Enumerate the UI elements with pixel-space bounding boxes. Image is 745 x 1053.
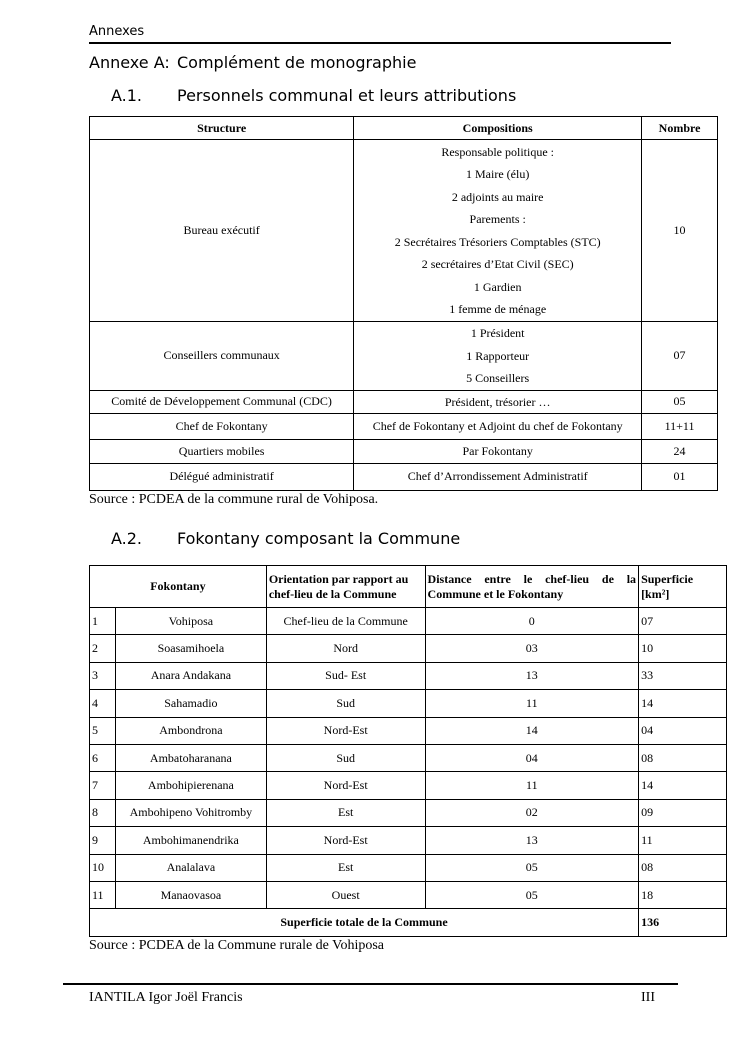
col-header-fokontany: Fokontany <box>90 566 267 608</box>
section1-heading <box>111 86 516 105</box>
composition-line: Chef d’Arrondissement Administratif <box>407 469 588 484</box>
row-number-cell: 5 <box>90 717 116 744</box>
superficie-cell: 09 <box>639 799 727 826</box>
superficie-cell: 04 <box>639 717 727 744</box>
row-number-cell: 6 <box>90 744 116 771</box>
superficie-cell: 07 <box>639 608 727 635</box>
composition-line: 2 secrétaires d’Etat Civil (SEC) <box>421 257 574 271</box>
annex-label: Annexe A: <box>89 53 170 72</box>
fokontany-name-cell: Soasamihoela <box>115 635 266 662</box>
col-header-compositions: Compositions <box>354 117 642 140</box>
col-header-superficie: Superficie [km²] <box>639 566 727 608</box>
row-number-cell: 4 <box>90 690 116 717</box>
distance-cell: 04 <box>425 744 639 771</box>
fokontany-name-cell: Sahamadio <box>115 690 266 717</box>
orientation-cell: Sud <box>266 690 425 717</box>
fokontany-name-cell: Ambondrona <box>115 717 266 744</box>
row-number-cell: 10 <box>90 854 116 881</box>
fokontany-row <box>90 827 727 854</box>
fokontany-table <box>89 565 727 937</box>
compositions-cell <box>354 322 642 391</box>
composition-line: Responsable politique : <box>441 144 554 159</box>
total-label: Superficie totale de la Commune <box>90 909 639 936</box>
row-number-cell: 1 <box>90 608 116 635</box>
distance-cell: 05 <box>425 881 639 908</box>
row-number-cell: 2 <box>90 635 116 662</box>
annex-title: Complément de monographie <box>177 53 417 72</box>
col-header-distance: Distance entre le chef-lieu de la Commune et le Fokontany <box>425 566 639 608</box>
superficie-cell: 33 <box>639 662 727 689</box>
superficie-cell: 11 <box>639 827 727 854</box>
distance-cell: 03 <box>425 635 639 662</box>
total-value: 136 <box>639 909 727 936</box>
fokontany-name-cell: Ambohipierenana <box>115 772 266 799</box>
composition-line: Président, trésorier … <box>444 394 551 409</box>
fokontany-row <box>90 690 727 717</box>
distance-cell: 14 <box>425 717 639 744</box>
fokontany-name-cell: Manaovasoa <box>115 881 266 908</box>
fokontany-name-cell: Analalava <box>115 854 266 881</box>
fokontany-row <box>90 799 727 826</box>
section1-number: A.1. <box>111 86 143 105</box>
nombre-cell: 01 <box>642 463 718 490</box>
structure-cell: Comité de Développement Communal (CDC) <box>90 390 354 414</box>
composition-line: Par Fokontany <box>462 444 533 458</box>
fokontany-row <box>90 662 727 689</box>
structure-cell: Délégué administratif <box>90 463 354 490</box>
composition-line: Parements : <box>469 212 526 226</box>
structure-cell: Bureau exécutif <box>90 140 354 322</box>
distance-cell: 13 <box>425 662 639 689</box>
compositions-cell <box>354 140 642 322</box>
superficie-cell: 14 <box>639 772 727 799</box>
composition-line: 1 femme de ménage <box>449 302 547 316</box>
personnel-row <box>90 463 718 490</box>
orientation-cell: Est <box>266 854 425 881</box>
source-note-1: Source : PCDEA de la commune rural de Vohiposa. <box>89 492 379 507</box>
superficie-cell: 08 <box>639 744 727 771</box>
section2-number: A.2. <box>111 529 143 548</box>
col-header-orientation: Orientation par rapport au chef-lieu de la Commune <box>266 566 425 608</box>
orientation-cell: Est <box>266 799 425 826</box>
footer-rule <box>63 983 678 985</box>
annex-heading <box>89 53 416 72</box>
orientation-cell: Nord <box>266 635 425 662</box>
composition-line: 1 Président <box>470 326 525 340</box>
nombre-cell: 10 <box>642 140 718 322</box>
orientation-cell: Nord-Est <box>266 827 425 854</box>
row-number-cell: 8 <box>90 799 116 826</box>
personnel-row <box>90 390 718 414</box>
fokontany-row <box>90 744 727 771</box>
superficie-cell: 14 <box>639 690 727 717</box>
nombre-cell: 05 <box>642 390 718 414</box>
personnel-row <box>90 140 718 322</box>
orientation-cell: Nord-Est <box>266 717 425 744</box>
composition-line: 2 adjoints au maire <box>451 189 544 204</box>
orientation-cell: Chef-lieu de la Commune <box>266 608 425 635</box>
structure-cell: Quartiers mobiles <box>90 440 354 464</box>
composition-line: 1 Gardien <box>473 279 522 294</box>
fokontany-table-body <box>90 608 727 909</box>
fokontany-row <box>90 854 727 881</box>
row-number-cell: 9 <box>90 827 116 854</box>
structure-cell: Chef de Fokontany <box>90 414 354 440</box>
section1-title: Personnels communal et leurs attributions <box>177 86 517 105</box>
fokontany-name-cell: Ambohipeno Vohitromby <box>115 799 266 826</box>
structure-cell: Conseillers communaux <box>90 322 354 391</box>
fokontany-row <box>90 881 727 908</box>
composition-line: 2 Secrétaires Trésoriers Comptables (STC) <box>394 234 601 249</box>
nombre-cell: 24 <box>642 440 718 464</box>
distance-cell: 05 <box>425 854 639 881</box>
superficie-cell: 10 <box>639 635 727 662</box>
compositions-cell <box>354 440 642 464</box>
header-rule <box>89 42 671 44</box>
personnel-table-body <box>90 140 718 491</box>
personnel-row <box>90 440 718 464</box>
superficie-cell: 08 <box>639 854 727 881</box>
orientation-cell: Sud <box>266 744 425 771</box>
compositions-cell <box>354 463 642 490</box>
distance-cell: 13 <box>425 827 639 854</box>
fokontany-row <box>90 635 727 662</box>
fokontany-row <box>90 608 727 635</box>
composition-line: 1 Rapporteur <box>466 348 530 363</box>
distance-cell: 0 <box>425 608 639 635</box>
composition-line: 1 Maire (élu) <box>466 167 530 181</box>
source-note-2: Source : PCDEA de la Commune rurale de Vohiposa <box>89 938 384 953</box>
orientation-cell: Nord-Est <box>266 772 425 799</box>
fokontany-name-cell: Vohiposa <box>115 608 266 635</box>
fokontany-name-cell: Ambatoharanana <box>115 744 266 771</box>
compositions-cell <box>354 390 642 414</box>
compositions-cell <box>354 414 642 440</box>
footer-author: IANTILA Igor Joël Francis <box>89 990 243 1005</box>
personnel-row <box>90 414 718 440</box>
composition-line: Chef de Fokontany et Adjoint du chef de Fokontany <box>372 419 623 434</box>
nombre-cell: 11+11 <box>642 414 718 440</box>
row-number-cell: 7 <box>90 772 116 799</box>
nombre-cell: 07 <box>642 322 718 391</box>
section2-heading <box>111 529 460 548</box>
personnel-table <box>89 116 718 491</box>
fokontany-row <box>90 772 727 799</box>
distance-cell: 11 <box>425 772 639 799</box>
section2-title: Fokontany composant la Commune <box>177 529 461 548</box>
running-header: Annexes <box>89 24 145 39</box>
fokontany-name-cell: Ambohimanendrika <box>115 827 266 854</box>
superficie-cell: 18 <box>639 881 727 908</box>
col-header-structure: Structure <box>90 117 354 140</box>
fokontany-name-cell: Anara Andakana <box>115 662 266 689</box>
row-number-cell: 3 <box>90 662 116 689</box>
distance-cell: 11 <box>425 690 639 717</box>
row-number-cell: 11 <box>90 881 116 908</box>
personnel-row <box>90 322 718 391</box>
composition-line: 5 Conseillers <box>466 371 530 385</box>
distance-cell: 02 <box>425 799 639 826</box>
orientation-cell: Ouest <box>266 881 425 908</box>
orientation-cell: Sud- Est <box>266 662 425 689</box>
page-number: III <box>641 990 655 1005</box>
col-header-nombre: Nombre <box>642 117 718 140</box>
fokontany-row <box>90 717 727 744</box>
